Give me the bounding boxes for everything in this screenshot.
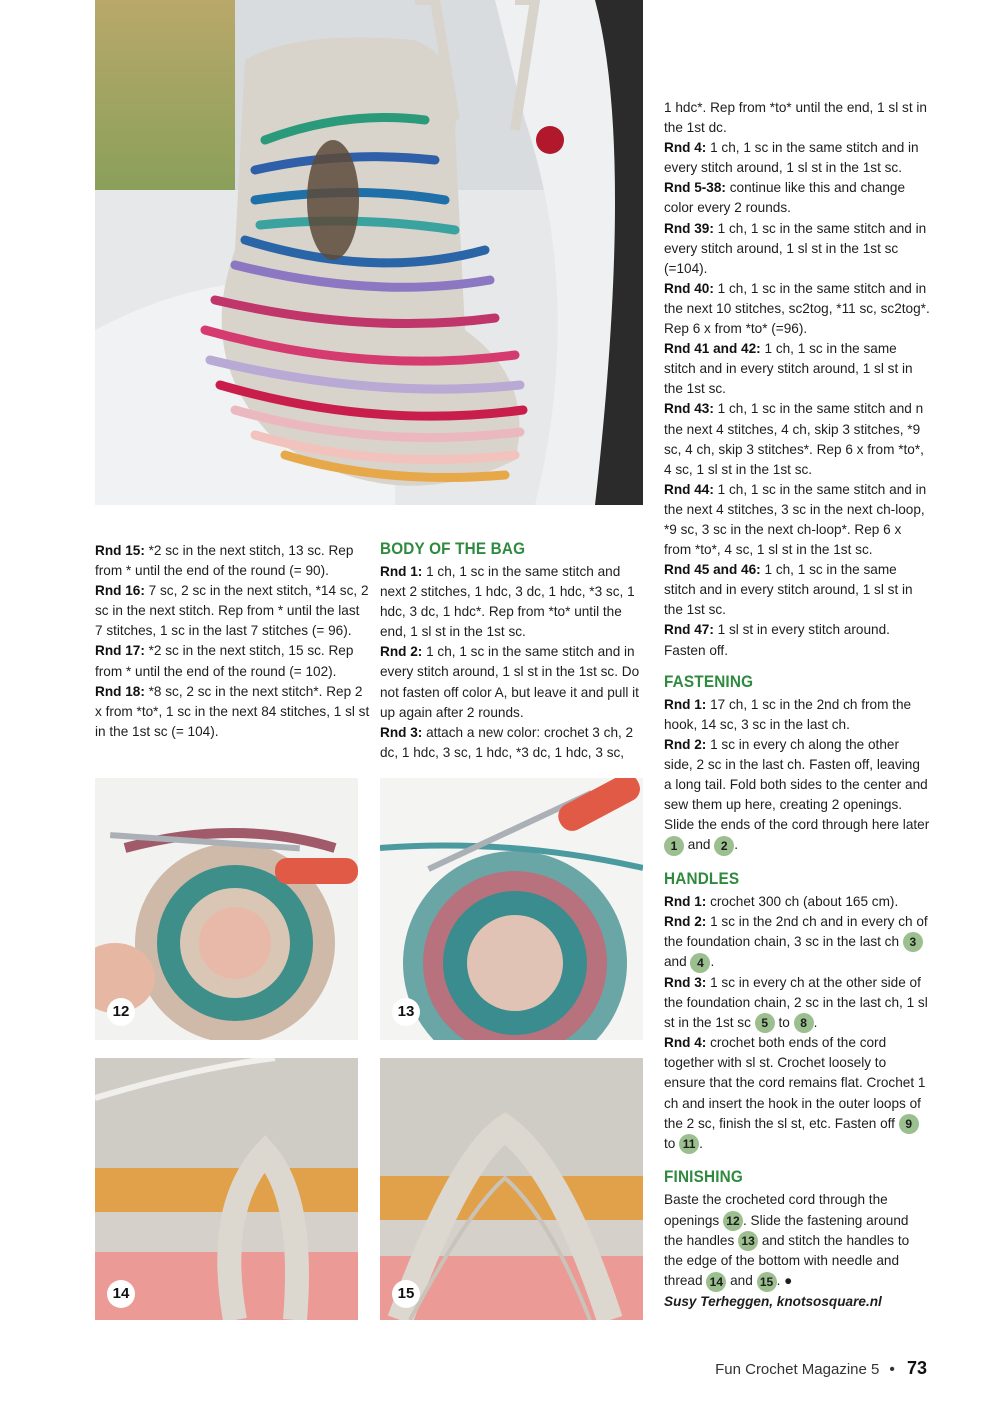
page-number: 73: [906, 1358, 927, 1378]
step-badge-3: 3: [903, 932, 923, 952]
step-badge-2: 2: [714, 836, 734, 856]
step-badge-5: 5: [755, 1013, 775, 1033]
rnd-40: Rnd 40: 1 ch, 1 sc in the same stitch and in the next 10 stitches, sc2tog, *11 sc, sc2tog*. Rep 6 x from *to* (=96).: [664, 280, 930, 337]
body-rnd-3: Rnd 3: attach a new color: crochet 3 ch, 2 dc, 1 hdc, 3 sc, 1 hdc, *3 dc, 1 hdc, 3 sc,: [380, 724, 634, 760]
handles-rnd-4: Rnd 4: crochet both ends of the cord together with sl st. Crochet loosely to ensure that the cord remains flat. Crochet 1 ch and insert the hook in the outer loops of the 2 sc, finish the sl st, etc. Fasten off 9 to 11 .: [664, 1033, 930, 1154]
author-signature: Susy Terheggen, knotsosquare.nl: [664, 1293, 882, 1309]
step-badge-4: 4: [690, 953, 710, 973]
body-rnd-2: Rnd 2: 1 ch, 1 sc in the same stitch and in every stitch around, 1 sl st in the 1st sc. Do not fasten off color A, but leave it and pull it up again after 2 rounds.: [380, 644, 640, 720]
step-photo-14: [95, 1058, 358, 1320]
rnd-45-46: Rnd 45 and 46: 1 ch, 1 sc in the same stitch and in every stitch around, 1 sl st in the 1st sc.: [664, 562, 913, 618]
rnd-3-continued: 1 hdc*. Rep from *to* until the end, 1 sl st in the 1st dc.: [664, 100, 927, 136]
heading-handles: HANDLES: [664, 868, 740, 888]
step-badge-11: 11: [679, 1134, 699, 1154]
rnd-15: Rnd 15: *2 sc in the next stitch, 13 sc. Rep from * until the end of the round (= 90).: [95, 543, 354, 579]
rnd-16: Rnd 16: 7 sc, 2 sc in the next stitch, *14 sc, 2 sc in the next stitch. Rep from * until the last 7 stitches, 1 sc in the last 7 stitches (= 96).: [95, 583, 369, 639]
handles-rnd-3: Rnd 3: 1 sc in every ch at the other side of the foundation chain, 2 sc in the last ch, 1 sl st in the 1st sc 5 to 8 .: [664, 973, 930, 1034]
heading-finishing: FINISHING: [664, 1167, 743, 1187]
right-column: [664, 98, 930, 1312]
rnd-39: Rnd 39: 1 ch, 1 sc in the same stitch and in every stitch around, 1 sl st in the 1st sc (=104).: [664, 220, 927, 276]
rnd-4: Rnd 4: 1 ch, 1 sc in the same stitch and in every stitch around, 1 sl st in the 1st sc.: [664, 140, 919, 176]
left-column: [95, 541, 370, 742]
step-badge-12: 12: [723, 1211, 743, 1231]
bag-photo: [95, 0, 643, 505]
step-badge-9: 9: [899, 1114, 919, 1134]
step-badge-14: 14: [706, 1272, 726, 1292]
step-photo-15: [380, 1058, 643, 1320]
page-footer: [715, 1358, 927, 1379]
rnd-18: Rnd 18: *8 sc, 2 sc in the next stitch*. Rep 2 x from *to*, 1 sc in the next 84 stitches, 1 sl st in the 1st sc (= 104).: [95, 683, 370, 739]
fastening-rnd-1: Rnd 1: 17 ch, 1 sc in the 2nd ch from the hook, 14 sc, 3 sc in the last ch.: [664, 696, 912, 732]
rnd-41-42: Rnd 41 and 42: 1 ch, 1 sc in the same stitch and in every stitch around, 1 sl st in the 1st sc.: [664, 341, 913, 397]
rnd-43: Rnd 43: 1 ch, 1 sc in the same stitch and n the next 4 stitches, 4 ch, skip 3 stitches, *9 sc, 4 ch, skip 3 stitches*. Rep 6 x from *to*, 4 sc, 1 sl st in the 1st sc.: [664, 401, 924, 477]
rnd-5-38: Rnd 5-38: continue like this and change color every 2 rounds.: [664, 180, 906, 216]
step-badge-1: 1: [664, 836, 684, 856]
heading-body-of-the-bag: BODY OF THE BAG: [380, 539, 526, 558]
step-photo-13: [380, 778, 643, 1040]
photo-number-12: 12: [107, 998, 135, 1026]
step-badge-13: 13: [738, 1231, 758, 1251]
heading-fastening: FASTENING: [664, 671, 754, 691]
fastening-rnd-2: Rnd 2: 1 sc in every ch along the other side, 2 sc in the last ch. Fasten off, leaving a long tail. Fold both sides to the center and sew them up here, creating 2 openings. Slide the ends of the cord through here later 1 and 2 .: [664, 735, 930, 856]
photo-number-14: 14: [107, 1280, 135, 1308]
handles-rnd-2: Rnd 2: 1 sc in the 2nd ch and in every ch of the foundation chain, 3 sc in the last ch 3 and 4 .: [664, 912, 930, 973]
step-badge-15: 15: [757, 1272, 777, 1292]
photo-number-13: 13: [392, 998, 420, 1026]
rnd-44: Rnd 44: 1 ch, 1 sc in the same stitch and in the next 4 stitches, 3 sc in the next ch-loop, *9 sc, 3 sc in the next ch-loop*. Rep 6 x from *to*, 4 sc, 1 sl st in the 1st sc.: [664, 481, 927, 558]
step-badge-8: 8: [794, 1013, 814, 1033]
finishing-text: Baste the crocheted cord through the openings 12 . Slide the fastening around the handles 13 and stitch the handles to the edge of the bottom with needle and thread 14 and 15 . ●: [664, 1190, 930, 1291]
photo-number-15: 15: [392, 1280, 420, 1308]
magazine-name: Fun Crochet Magazine 5: [715, 1361, 880, 1378]
rnd-17: Rnd 17: *2 sc in the next stitch, 15 sc. Rep from * until the end of the round (= 102).: [95, 643, 354, 679]
handles-rnd-1: Rnd 1: crochet 300 ch (about 165 cm).: [664, 893, 899, 909]
step-photo-12: [95, 778, 358, 1040]
footer-bullet: •: [889, 1361, 895, 1378]
middle-column: [380, 538, 645, 763]
rnd-47: Rnd 47: 1 sl st in every stitch around. Fasten off.: [664, 622, 890, 658]
body-rnd-1: Rnd 1: 1 ch, 1 sc in the same stitch and next 2 stitches, 1 hdc, 3 dc, 1 hdc, *3 sc, 1 hdc, 3 dc, 1 hdc*. Rep from *to* until the end, 1 sl st in the 1st sc.: [380, 564, 635, 640]
